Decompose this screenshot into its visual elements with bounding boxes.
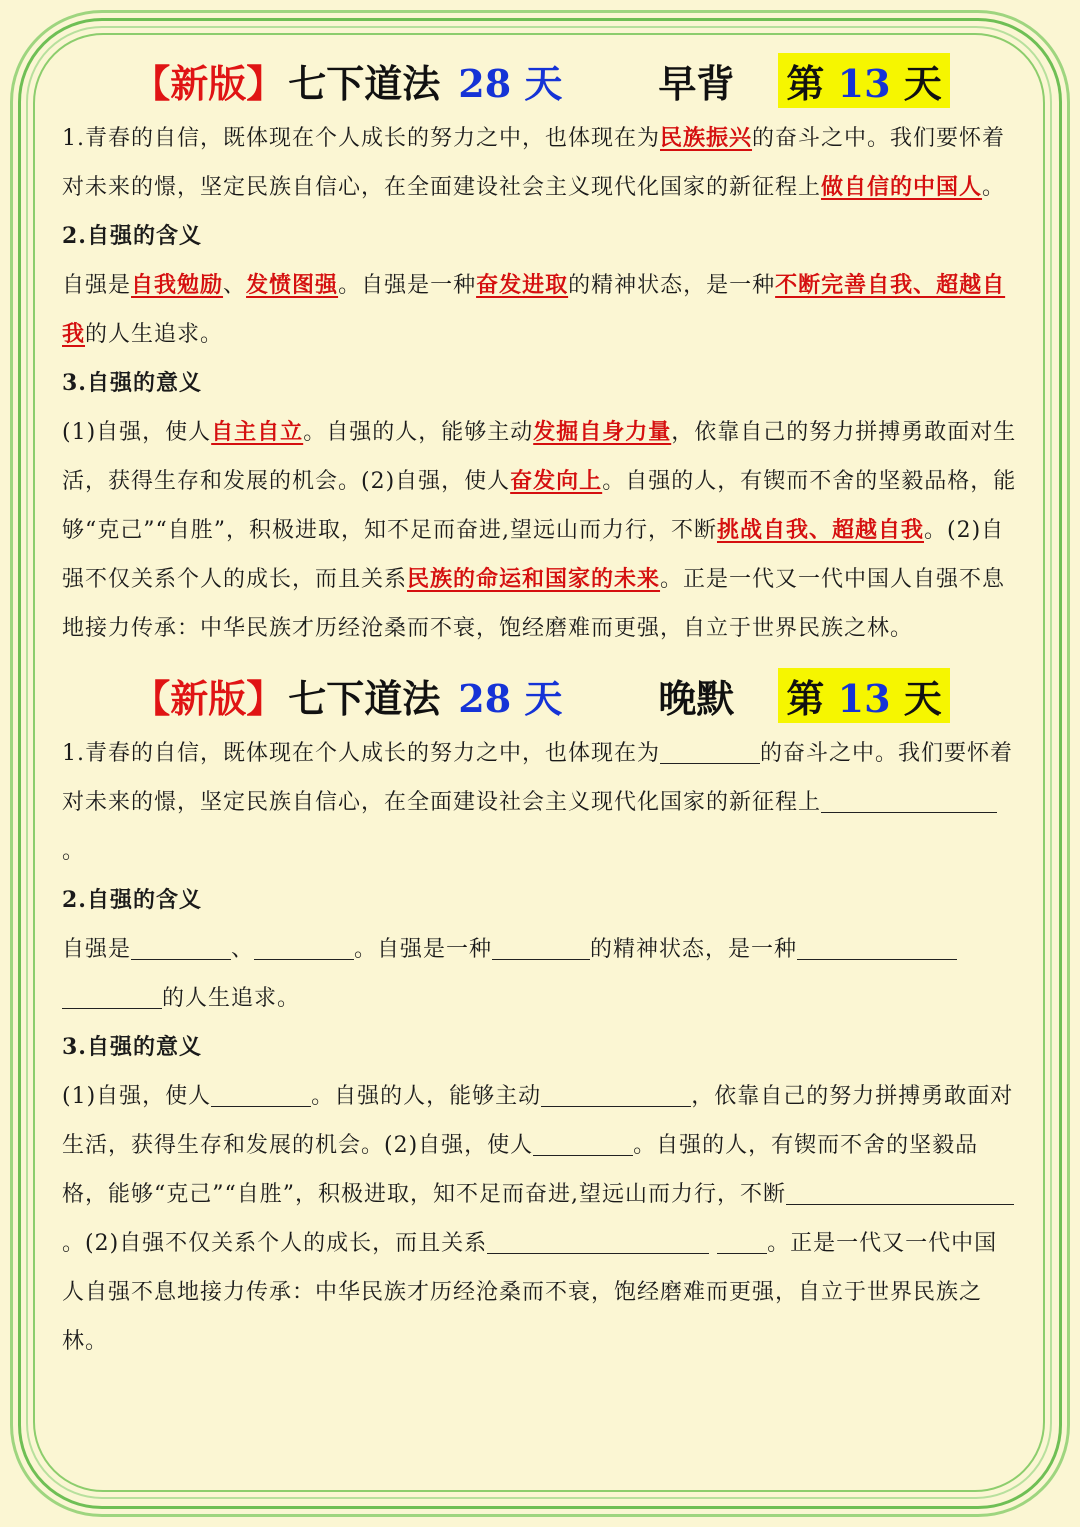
morning-title	[62, 50, 1020, 110]
evening-item-2	[62, 925, 1020, 1023]
morning-item-1	[62, 114, 1020, 212]
text: 的奋斗之中。我们要怀着对未来的憬，坚定民族自信心，在全面建设社会主义现代化国家的新征程上	[62, 741, 1014, 815]
fill-blank[interactable]	[786, 1176, 1014, 1205]
evening-heading-2: 2.自强的含义	[62, 887, 202, 913]
fill-blank[interactable]	[62, 980, 162, 1009]
evening-item-1	[62, 729, 1020, 876]
morning-heading-3: 3.自强的意义	[62, 370, 202, 396]
text: 。自强的人，能够主动	[311, 1084, 542, 1109]
text: 1.青春的自信，既体现在个人成长的努力之中，也体现在为	[62, 126, 660, 151]
text: 的精神状态，是一种	[590, 937, 798, 962]
text: 。自强的人，能够主动	[303, 420, 534, 445]
text: 自强是	[62, 273, 132, 298]
text: 。	[982, 175, 1006, 200]
evening-heading-3: 3.自强的意义	[62, 1034, 202, 1060]
title-mode: 早背	[658, 60, 735, 106]
text: 的人生追求。	[162, 986, 301, 1011]
keyword: 民族的命运和国家的未来	[407, 566, 661, 592]
fill-blank[interactable]	[254, 931, 354, 960]
fill-blank[interactable]	[821, 784, 997, 813]
content	[62, 50, 1020, 1366]
day-suffix: 天	[903, 60, 942, 106]
keyword: 做自信的中国人	[821, 174, 983, 200]
fill-blank[interactable]	[487, 1225, 709, 1254]
fill-blank[interactable]	[533, 1127, 633, 1156]
keyword: 民族振兴	[660, 125, 753, 151]
fill-blank[interactable]	[131, 931, 231, 960]
keyword: 发愤图强	[246, 272, 339, 298]
text: 。正是一代又一代中国人自强不息地接力传承：中华民族才历经沧桑而不衰，饱经磨难而更强，自立于世界民族之林。	[62, 567, 1006, 641]
day-badge	[778, 53, 949, 108]
title-bracket: 【新版】	[132, 60, 285, 106]
day-badge	[778, 668, 949, 723]
title-subject: 七下道法	[288, 675, 441, 721]
text: 。正是一代又一代中国人自强不息地接力传承：中华民族才历经沧桑而不衰，饱经磨难而更强，自立于世界民族之林。	[62, 1231, 998, 1354]
fill-blank[interactable]	[797, 931, 957, 960]
text: 。自强是一种	[354, 937, 493, 962]
fill-blank[interactable]	[717, 1225, 767, 1254]
text: 1.青春的自信，既体现在个人成长的努力之中，也体现在为	[62, 741, 660, 766]
fill-blank[interactable]	[660, 735, 760, 764]
keyword: 奋发向上	[510, 468, 603, 494]
keyword: 自我勉励	[131, 272, 224, 298]
fill-blank[interactable]	[211, 1078, 311, 1107]
text: 。自强是一种	[338, 273, 477, 298]
evening-body	[62, 729, 1020, 1366]
keyword: 奋发进取	[476, 272, 569, 298]
title-total-days: 28 天	[458, 675, 563, 721]
day-prefix: 第	[786, 60, 825, 106]
morning-item-3	[62, 408, 1020, 653]
morning-heading-2: 2.自强的含义	[62, 223, 202, 249]
text: 、	[223, 273, 247, 298]
keyword: 不断完善自我、超越自我	[62, 272, 1006, 347]
text: 。自强的人，有锲而不舍的坚毅品格，能够“克己”“自胜”，积极进取，知不足而奋进,望远山而力行，不断	[62, 469, 1017, 543]
text: (1)自强，使人	[62, 1084, 212, 1109]
title-mode: 晚默	[658, 675, 735, 721]
evening-item-3	[62, 1072, 1020, 1366]
text: 。(2)自强不仅关系个人的成长，而且关系	[62, 1231, 488, 1256]
keyword: 发掘自身力量	[533, 419, 672, 445]
evening-title	[62, 665, 1020, 725]
fill-blank[interactable]	[541, 1078, 691, 1107]
text: 。自强的人，有锲而不舍的坚毅品格，能够“克己”“自胜”，积极进取，知不足而奋进,望远山而力行，不断	[62, 1133, 979, 1207]
title-bracket: 【新版】	[132, 675, 285, 721]
text: 自强是	[62, 937, 132, 962]
fill-blank[interactable]	[492, 931, 590, 960]
title-total-days: 28 天	[458, 60, 563, 106]
text: 。	[62, 839, 86, 864]
text: 的人生追求。	[85, 322, 224, 347]
text: 。(2)自强不仅关系个人的成长，而且关系	[62, 518, 1005, 592]
day-prefix: 第	[786, 675, 825, 721]
text: 的奋斗之中。我们要怀着对未来的憬，坚定民族自信心，在全面建设社会主义现代化国家的新征程上	[62, 126, 1006, 200]
text: ，依靠自己的努力拼搏勇敢面对生活，获得生存和发展的机会。(2)自强，使人	[62, 1084, 1014, 1158]
keyword: 自主自立	[211, 419, 304, 445]
title-subject: 七下道法	[288, 60, 441, 106]
text: 、	[231, 937, 255, 962]
day-suffix: 天	[903, 675, 942, 721]
day-number: 13	[837, 60, 891, 106]
text: (1)自强，使人	[62, 420, 212, 445]
text: 的精神状态，是一种	[568, 273, 776, 298]
day-number: 13	[837, 675, 891, 721]
text: ，依靠自己的努力拼搏勇敢面对生活，获得生存和发展的机会。(2)自强，使人	[62, 420, 1017, 494]
morning-body	[62, 114, 1020, 653]
keyword: 挑战自我、超越自我	[716, 517, 924, 543]
morning-item-2	[62, 261, 1020, 359]
